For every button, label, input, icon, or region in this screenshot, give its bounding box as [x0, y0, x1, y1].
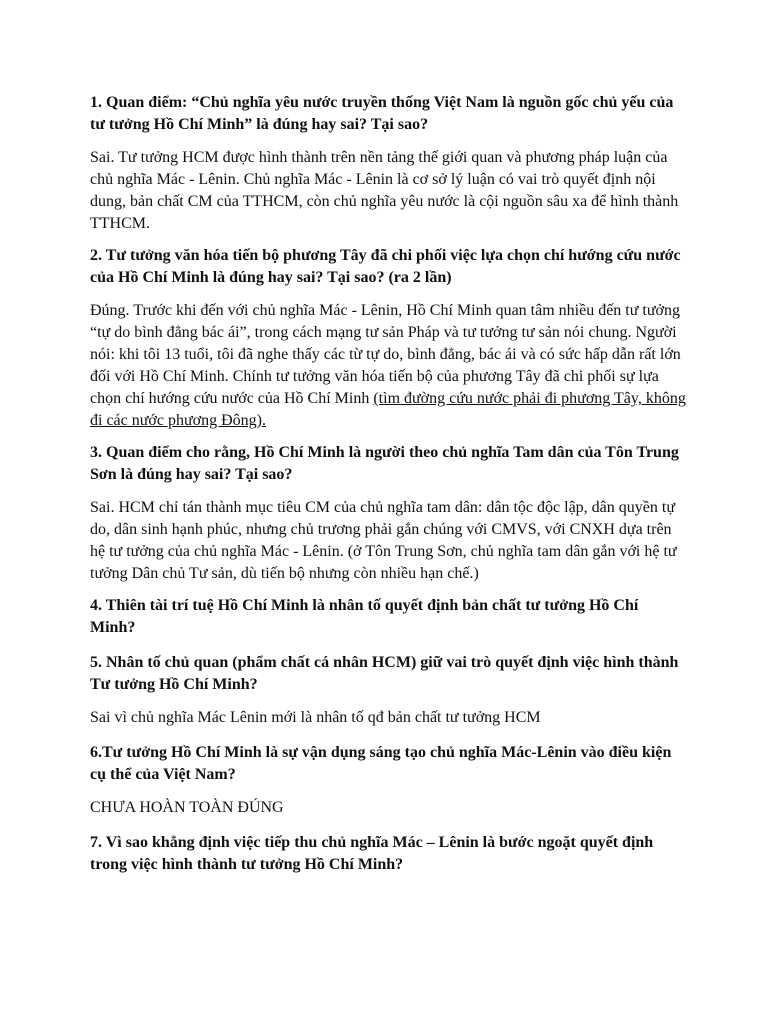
answer-3: Sai. HCM chỉ tán thành mục tiêu CM của chủ nghĩa tam dân: dân tộc độc lập, dân quyền tự do, dân sinh hạnh phúc, nhưng chủ trương phải gắn chúng với CMVS, với CNXH dựa trên hệ tư tưởng của chủ nghĩa Mác - Lênin. (ở Tôn Trung Sơn, chủ nghĩa tam dân gắn với hệ tư tưởng Dân chủ Tư sản, dù tiến bộ nhưng còn nhiều hạn chế.) — [90, 499, 677, 582]
answer-2-underlined: (tìm đường cứu nước phải đi phương Tây, không đi các nước phương Đông). — [90, 390, 686, 429]
answer-1: Sai. Tư tưởng HCM được hình thành trên nền tảng thế giới quan và phương pháp luận của chủ nghĩa Mác - Lênin. Chủ nghĩa Mác - Lênin là cơ sở lý luận có vai trò quyết định nội dung, bản chất CM của TTHCM, còn chủ nghĩa yêu nước là cội nguồn sâu xa để hình thành TTHCM. — [90, 149, 679, 232]
question-7: 7. Vì sao khẳng định việc tiếp thu chủ nghĩa Mác – Lênin là bước ngoặt quyết định trong việc hình thành tư tưởng Hồ Chí Minh? — [90, 834, 654, 873]
question-6: 6.Tư tưởng Hồ Chí Minh là sự vận dụng sáng tạo chủ nghĩa Mác-Lênin vào điều kiện cụ thể của Việt Nam? — [90, 744, 672, 783]
question-3: 3. Quan điểm cho rằng, Hồ Chí Minh là người theo chủ nghĩa Tam dân của Tôn Trung Sơn là đúng hay sai? Tại sao? — [90, 444, 679, 483]
question-4: 4. Thiên tài trí tuệ Hồ Chí Minh là nhân tố quyết định bản chất tư tưởng Hồ Chí Minh? — [90, 597, 639, 636]
document-page — [90, 92, 686, 887]
question-1: 1. Quan điểm: “Chủ nghĩa yêu nước truyền thống Việt Nam là nguồn gốc chủ yếu của tư tưởng Hồ Chí Minh” là đúng hay sai? Tại sao? — [90, 94, 674, 133]
question-2: 2. Tư tưởng văn hóa tiến bộ phương Tây đã chi phối việc lựa chọn chí hướng cứu nước của Hồ Chí Minh là đúng hay sai? Tại sao? (ra 2 lần) — [90, 247, 681, 286]
answer-5: Sai vì chủ nghĩa Mác Lênin mới là nhân tố qđ bản chất tư tưởng HCM — [90, 709, 541, 726]
answer-2-text: Đúng. Trước khi đến với chủ nghĩa Mác - Lênin, Hồ Chí Minh quan tâm nhiều đến tư tưởng “tự do bình đẳng bác ái”, trong cách mạng tư sản Pháp và tư tưởng tư sản nói chung. Người nói: khi tôi 13 tuổi, tôi đã nghe thấy các từ tự do, bình đẳng, bác ái và có sức hấp dẫn rất lớn đối với Hồ Chí Minh. Chính tư tưởng văn hóa tiến bộ của phương Tây đã chi phối sự lựa chọn chí hướng cứu nước của Hồ Chí Minh — [90, 302, 681, 407]
answer-6: CHƯA HOÀN TOÀN ĐÚNG — [90, 799, 284, 816]
question-5: 5. Nhân tố chủ quan (phẩm chất cá nhân HCM) giữ vai trò quyết định việc hình thành Tư tưởng Hồ Chí Minh? — [90, 654, 679, 693]
answer-2 — [90, 300, 686, 432]
